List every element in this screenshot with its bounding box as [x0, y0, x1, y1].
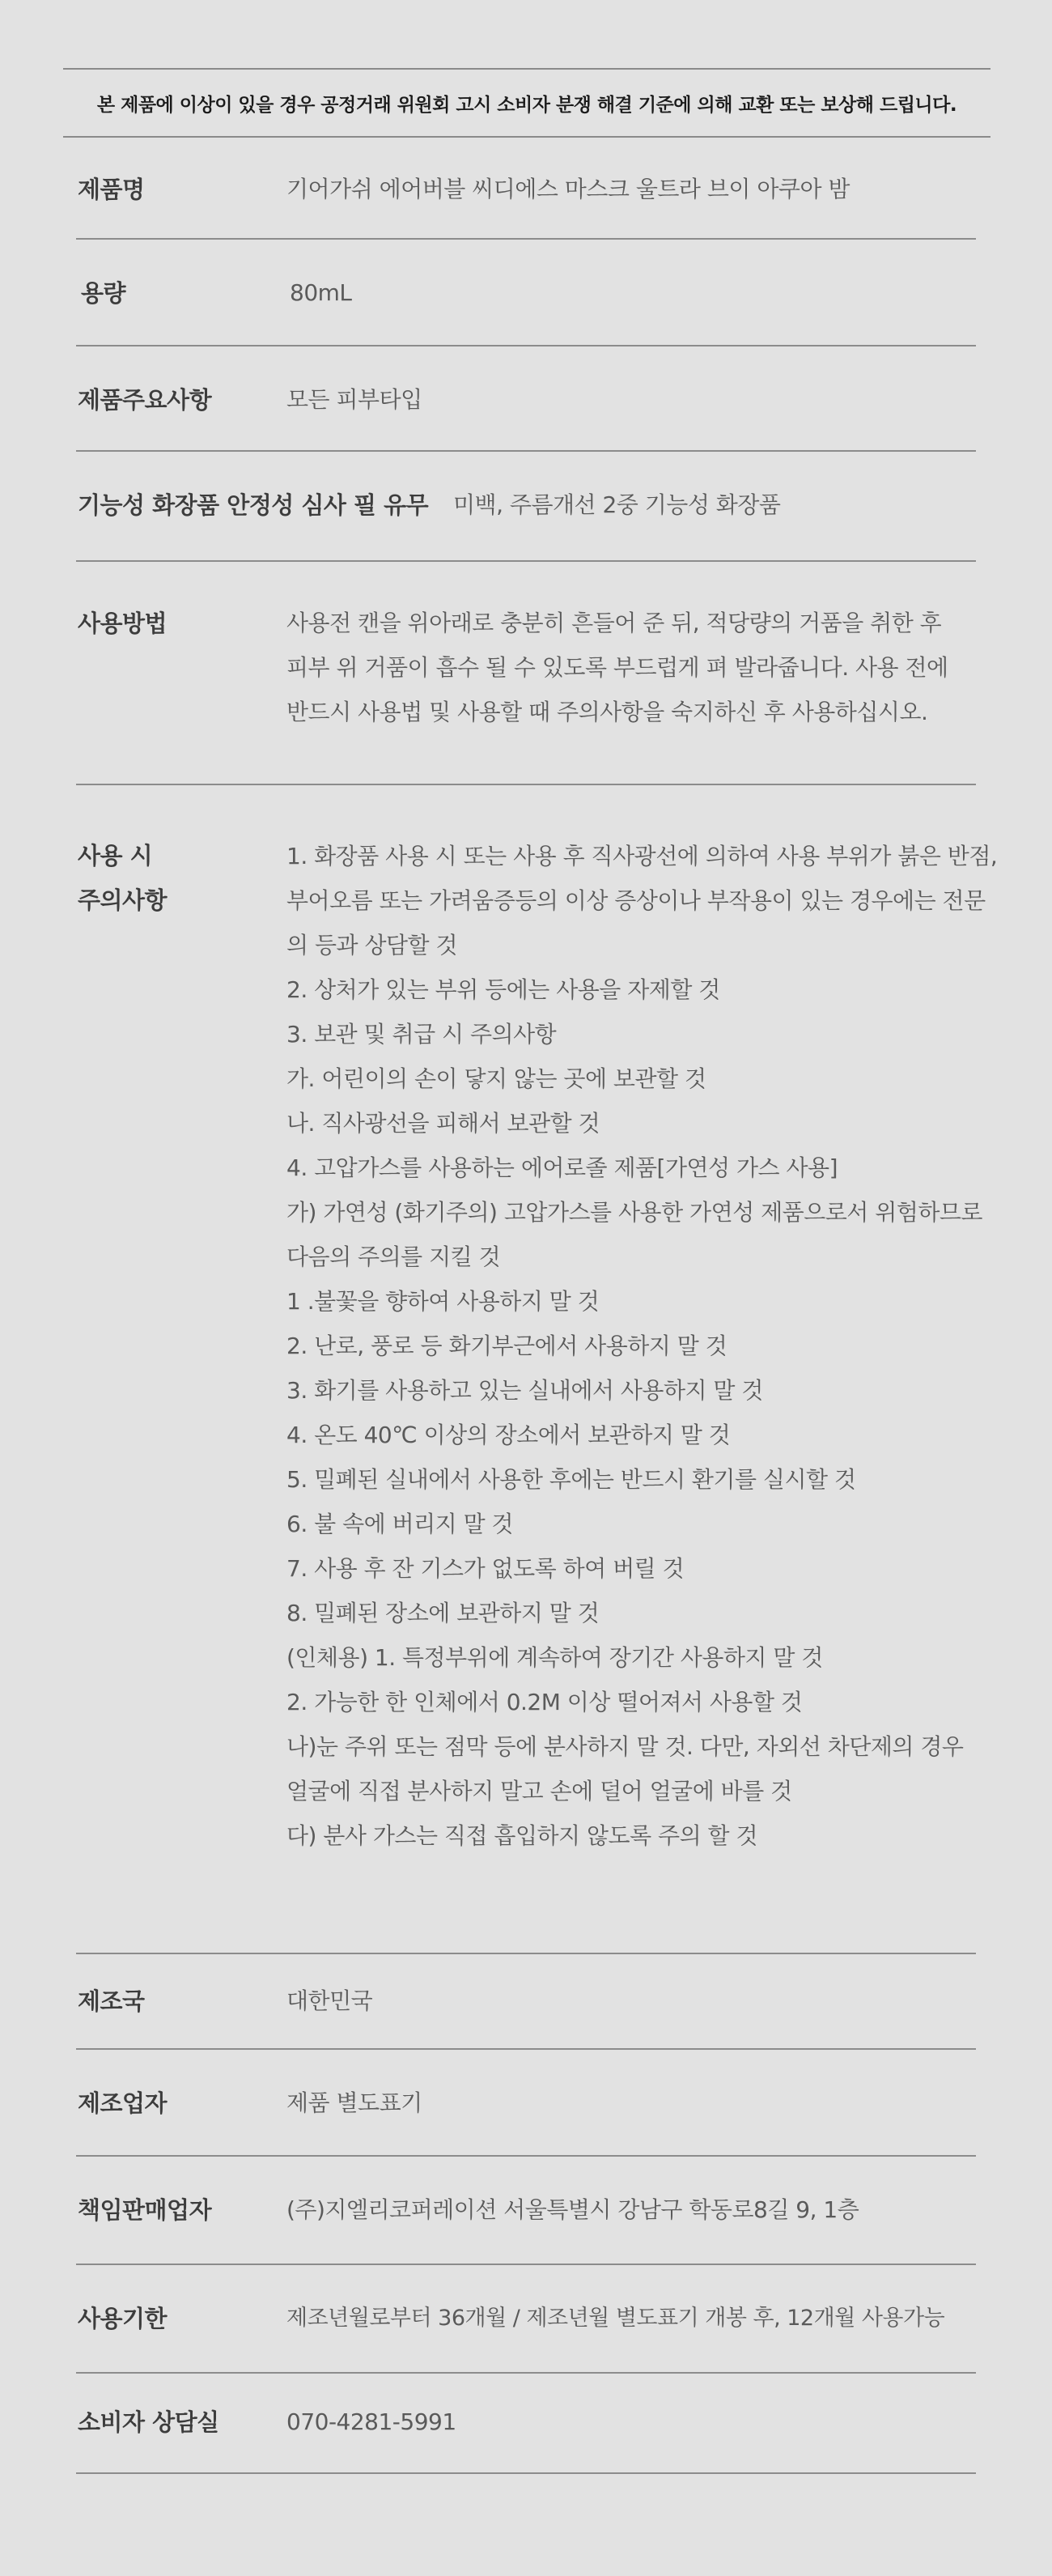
label-volume: 용량	[81, 279, 126, 307]
caution-line: 부어오름 또는 가려움증등의 이상 증상이나 부작용이 있는 경우에는 전문	[286, 887, 986, 914]
value-functional: 미백, 주름개선 2중 기능성 화장품	[453, 491, 781, 518]
caution-line: 3. 보관 및 취급 시 주의사항	[286, 1021, 557, 1048]
caution-line: 가) 가연성 (화기주의) 고압가스를 사용한 가연성 제품으로서 위험하므로	[286, 1199, 982, 1226]
caution-line: 6. 불 속에 버리지 말 것	[286, 1511, 514, 1537]
usage-line: 피부 위 거품이 흡수 될 수 있도록 부드럽게 펴 발라줍니다. 사용 전에	[286, 654, 948, 681]
caution-line: 다음의 주의를 지킬 것	[286, 1243, 501, 1270]
row-consult	[76, 2374, 976, 2474]
usage-line: 반드시 사용법 및 사용할 때 주의사항을 숙지하신 후 사용하십시오.	[286, 699, 928, 725]
label-skin-type: 제품주요사항	[78, 386, 212, 414]
caution-line: 2. 가능한 한 인체에서 0.2M 이상 떨어져서 사용할 것	[286, 1689, 803, 1715]
row-seller	[76, 2157, 976, 2265]
label-product-name: 제품명	[78, 176, 145, 203]
row-caution	[76, 785, 998, 1954]
caution-line: 2. 난로, 풍로 등 화기부근에서 사용하지 말 것	[286, 1333, 727, 1359]
caution-line: 2. 상처가 있는 부위 등에는 사용을 자제할 것	[286, 976, 720, 1003]
label-consult: 소비자 상담실	[78, 2408, 219, 2436]
caution-line: 4. 온도 40℃ 이상의 장소에서 보관하지 말 것	[286, 1422, 731, 1448]
caution-line: 1. 화장품 사용 시 또는 사용 후 직사광선에 의하여 사용 부위가 붉은 반점,	[286, 843, 998, 869]
caution-line: 나. 직사광선을 피해서 보관할 것	[286, 1110, 600, 1137]
row-expiry	[76, 2265, 976, 2374]
caution-line: 4. 고압가스를 사용하는 에어로졸 제품[가연성 가스 사용]	[286, 1154, 838, 1181]
notice-banner: 본 제품에 이상이 있을 경우 공정거래 위원회 고시 소비자 분쟁 해결 기준에 의해 교환 또는 보상해 드립니다.	[63, 68, 990, 138]
value-caution	[286, 834, 997, 1858]
value-expiry: 제조년월로부터 36개월 / 제조년월 별도표기 개봉 후, 12개월 사용가능	[286, 2306, 945, 2331]
row-country	[76, 1954, 976, 2050]
value-seller: (주)지엘리코퍼레이션 서울특별시 강남구 학동로8길 9, 1층	[286, 2196, 859, 2223]
value-product-name: 기어가쉬 에어버블 씨디에스 마스크 울트라 브이 아쿠아 밤	[286, 176, 850, 202]
value-country: 대한민국	[286, 1987, 373, 2014]
caution-line: 의 등과 상담할 것	[286, 932, 458, 959]
caution-line: 나)눈 주위 또는 점막 등에 분사하지 말 것. 다만, 자외선 차단제의 경우	[286, 1733, 964, 1760]
caution-line: 8. 밀폐된 장소에 보관하지 말 것	[286, 1600, 600, 1626]
usage-line: 사용전 캔을 위아래로 충분히 흔들어 준 뒤, 적당량의 거품을 취한 후	[286, 610, 942, 636]
value-manufacturer: 제품 별도표기	[286, 2089, 422, 2116]
value-skin-type: 모든 피부타입	[286, 386, 422, 413]
caution-line: 3. 화기를 사용하고 있는 실내에서 사용하지 말 것	[286, 1377, 763, 1404]
value-volume: 80mL	[290, 279, 352, 306]
label-country: 제조국	[78, 1987, 145, 2015]
label-functional: 기능성 화장품 안정성 심사 필 유무	[78, 491, 429, 519]
caution-line: 얼굴에 직접 분사하지 말고 손에 덜어 얼굴에 바를 것	[286, 1778, 792, 1804]
caution-line: 다) 분사 가스는 직접 흡입하지 않도록 주의 할 것	[286, 1822, 758, 1849]
row-volume	[76, 240, 976, 346]
row-manufacturer	[76, 2050, 976, 2157]
label-usage: 사용방법	[78, 610, 168, 637]
caution-line: (인체용) 1. 특정부위에 계속하여 장기간 사용하지 말 것	[286, 1644, 823, 1671]
row-usage	[76, 562, 976, 785]
caution-line: 가. 어린이의 손이 닿지 않는 곳에 보관할 것	[286, 1065, 706, 1092]
value-consult: 070-4281-5991	[286, 2408, 456, 2435]
row-skin-type	[76, 346, 976, 452]
label-caution: 사용 시 주의사항	[78, 842, 168, 914]
row-product-name	[76, 138, 976, 240]
caution-line: 1 .불꽃을 향하여 사용하지 말 것	[286, 1288, 600, 1315]
caution-line: 5. 밀폐된 실내에서 사용한 후에는 반드시 환기를 실시할 것	[286, 1466, 856, 1493]
label-manufacturer: 제조업자	[78, 2089, 168, 2117]
label-seller: 책임판매업자	[78, 2196, 212, 2224]
label-expiry: 사용기한	[78, 2305, 168, 2332]
caution-line: 7. 사용 후 잔 기스가 없도록 하여 버릴 것	[286, 1555, 685, 1582]
row-functional	[76, 452, 976, 562]
value-usage	[286, 601, 948, 734]
